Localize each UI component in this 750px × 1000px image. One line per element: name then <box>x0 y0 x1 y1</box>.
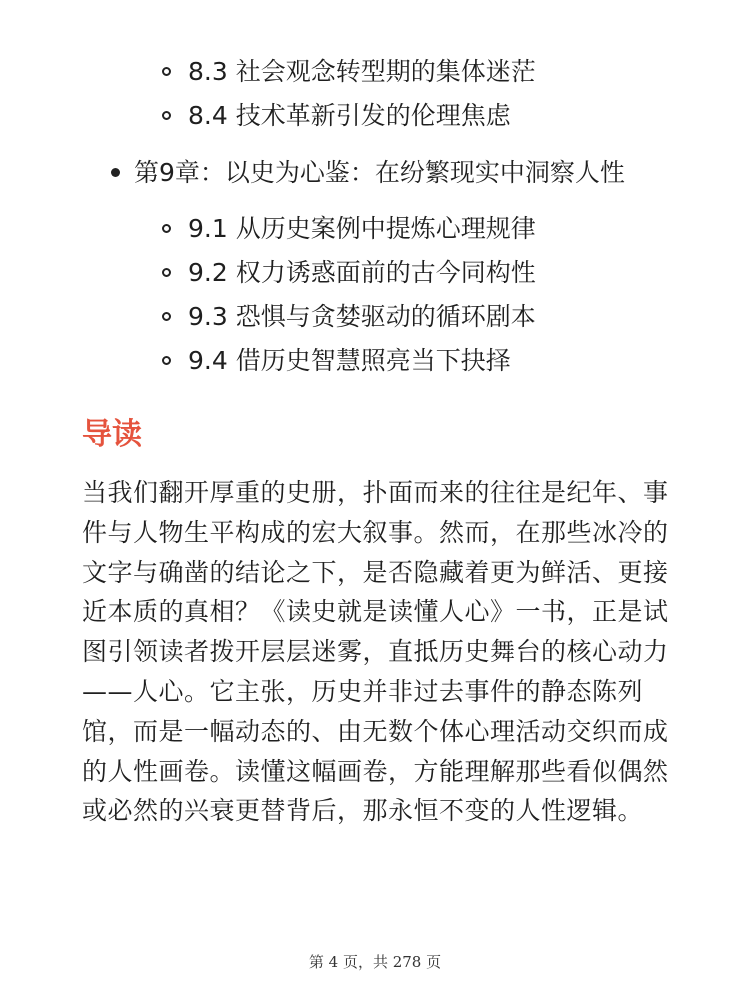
toc-chapter-9 <box>134 151 625 195</box>
toc-subitem-8-3 <box>188 50 536 94</box>
hollow-bullet-icon <box>162 312 171 321</box>
toc-subitem-label: 9.1 从历史案例中提炼心理规律 <box>188 214 536 243</box>
hollow-bullet-icon <box>162 356 171 365</box>
toc-subitem-9-2 <box>188 251 536 295</box>
hollow-bullet-icon <box>162 67 171 76</box>
section-heading: 导读 <box>82 417 142 452</box>
toc-subitem-9-4 <box>188 339 511 383</box>
intro-paragraph: 当我们翻开厚重的史册，扑面而来的往往是纪年、事件与人物生平构成的宏大叙事。然而，在那些冰冷的文字与确凿的结论之下，是否隐藏着更为鲜活、更接近本质的真相？《读史就是读懂人心》一书，正是试图引领读者拨开层层迷雾，直抵历史舞台的核心动力——人心。它主张，历史并非过去事件的静态陈列馆，而是一幅动态的、由无数个体心理活动交织而成的人性画卷。读懂这幅画卷，方能理解那些看似偶然或必然的兴衰更替背后，那永恒不变的人性逻辑。 <box>82 478 669 826</box>
toc-subitem-label: 8.4 技术革新引发的伦理焦虑 <box>188 101 511 130</box>
toc-chapter-label: 第9章：以史为心鉴：在纷繁现实中洞察人性 <box>134 158 625 187</box>
toc-subitem-label: 9.3 恐惧与贪婪驱动的循环剧本 <box>188 302 536 331</box>
hollow-bullet-icon <box>162 224 171 233</box>
toc-subitem-label: 9.4 借历史智慧照亮当下抉择 <box>188 346 511 375</box>
toc-subitem-8-4 <box>188 94 511 138</box>
toc-subitem-label: 8.3 社会观念转型期的集体迷茫 <box>188 57 536 86</box>
hollow-bullet-icon <box>162 268 171 277</box>
hollow-bullet-icon <box>162 111 171 120</box>
toc-subitem-9-3 <box>188 295 536 339</box>
toc-subitem-9-1 <box>188 207 536 251</box>
filled-bullet-icon <box>111 168 120 177</box>
page-number-footer: 第 4 页，共 278 页 <box>308 953 442 971</box>
toc-subitem-label: 9.2 权力诱惑面前的古今同构性 <box>188 258 536 287</box>
